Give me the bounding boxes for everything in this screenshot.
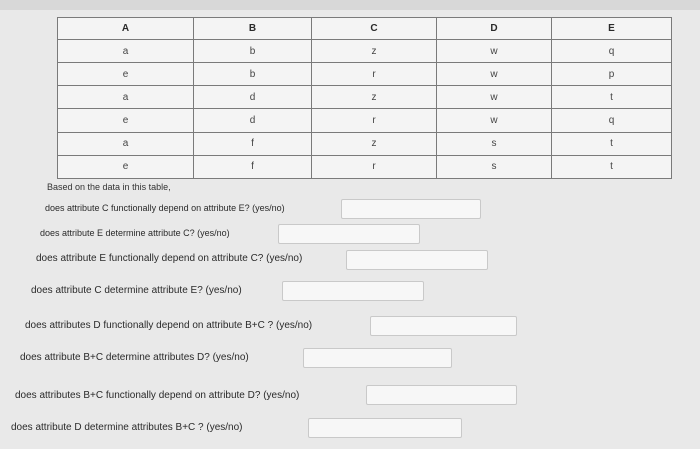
table-cell: f xyxy=(194,155,312,178)
question-6-label: does attribute B+C determine attributes D? (yes/no) xyxy=(20,352,249,363)
question-8-answer-input[interactable] xyxy=(308,418,462,438)
table-cell: p xyxy=(552,63,672,86)
table-cell: r xyxy=(312,155,437,178)
table-cell: a xyxy=(58,40,194,63)
table-row xyxy=(58,109,672,132)
table-row xyxy=(58,40,672,63)
column-header-a: A xyxy=(58,18,194,40)
table-cell: t xyxy=(552,132,672,155)
table-cell: f xyxy=(194,132,312,155)
question-2-label: does attribute E determine attribute C? (yes/no) xyxy=(40,228,230,238)
question-5-answer-input[interactable] xyxy=(370,316,517,336)
question-7-label: does attributes B+C functionally depend on attribute D? (yes/no) xyxy=(15,390,300,401)
intro-text: Based on the data in this table, xyxy=(47,182,171,192)
table-cell: a xyxy=(58,86,194,109)
table-row xyxy=(58,86,672,109)
question-7-answer-input[interactable] xyxy=(366,385,517,405)
question-3-answer-input[interactable] xyxy=(346,250,488,270)
top-strip xyxy=(0,0,700,10)
question-3-label: does attribute E functionally depend on attribute C? (yes/no) xyxy=(36,253,303,264)
table-cell: z xyxy=(312,132,437,155)
table-cell: d xyxy=(194,86,312,109)
table-row xyxy=(58,63,672,86)
column-header-e: E xyxy=(552,18,672,40)
table-cell: e xyxy=(58,155,194,178)
column-header-c: C xyxy=(312,18,437,40)
table-cell: w xyxy=(437,86,552,109)
table-cell: r xyxy=(312,63,437,86)
table-cell: q xyxy=(552,40,672,63)
question-5-label: does attributes D functionally depend on attribute B+C ? (yes/no) xyxy=(25,320,313,331)
table-cell: z xyxy=(312,86,437,109)
table-cell: s xyxy=(437,155,552,178)
table-header-row xyxy=(58,18,672,40)
table-cell: e xyxy=(58,109,194,132)
table-cell: d xyxy=(194,109,312,132)
data-table xyxy=(57,17,672,179)
question-6-answer-input[interactable] xyxy=(303,348,452,368)
column-header-b: B xyxy=(194,18,312,40)
table-cell: t xyxy=(552,86,672,109)
table-cell: b xyxy=(194,63,312,86)
question-1-label: does attribute C functionally depend on attribute E? (yes/no) xyxy=(45,203,285,213)
table-cell: b xyxy=(194,40,312,63)
table-cell: e xyxy=(58,63,194,86)
table-cell: w xyxy=(437,63,552,86)
table-cell: a xyxy=(58,132,194,155)
table-cell: t xyxy=(552,155,672,178)
table-cell: z xyxy=(312,40,437,63)
table-cell: q xyxy=(552,109,672,132)
question-8-label: does attribute D determine attributes B+C ? (yes/no) xyxy=(11,422,243,433)
question-4-label: does attribute C determine attribute E? (yes/no) xyxy=(31,285,242,296)
table-row xyxy=(58,132,672,155)
table-cell: w xyxy=(437,40,552,63)
column-header-d: D xyxy=(437,18,552,40)
question-4-answer-input[interactable] xyxy=(282,281,424,301)
table-cell: s xyxy=(437,132,552,155)
table-row xyxy=(58,155,672,178)
table-cell: r xyxy=(312,109,437,132)
table-cell: w xyxy=(437,109,552,132)
question-1-answer-input[interactable] xyxy=(341,199,481,219)
question-2-answer-input[interactable] xyxy=(278,224,420,244)
